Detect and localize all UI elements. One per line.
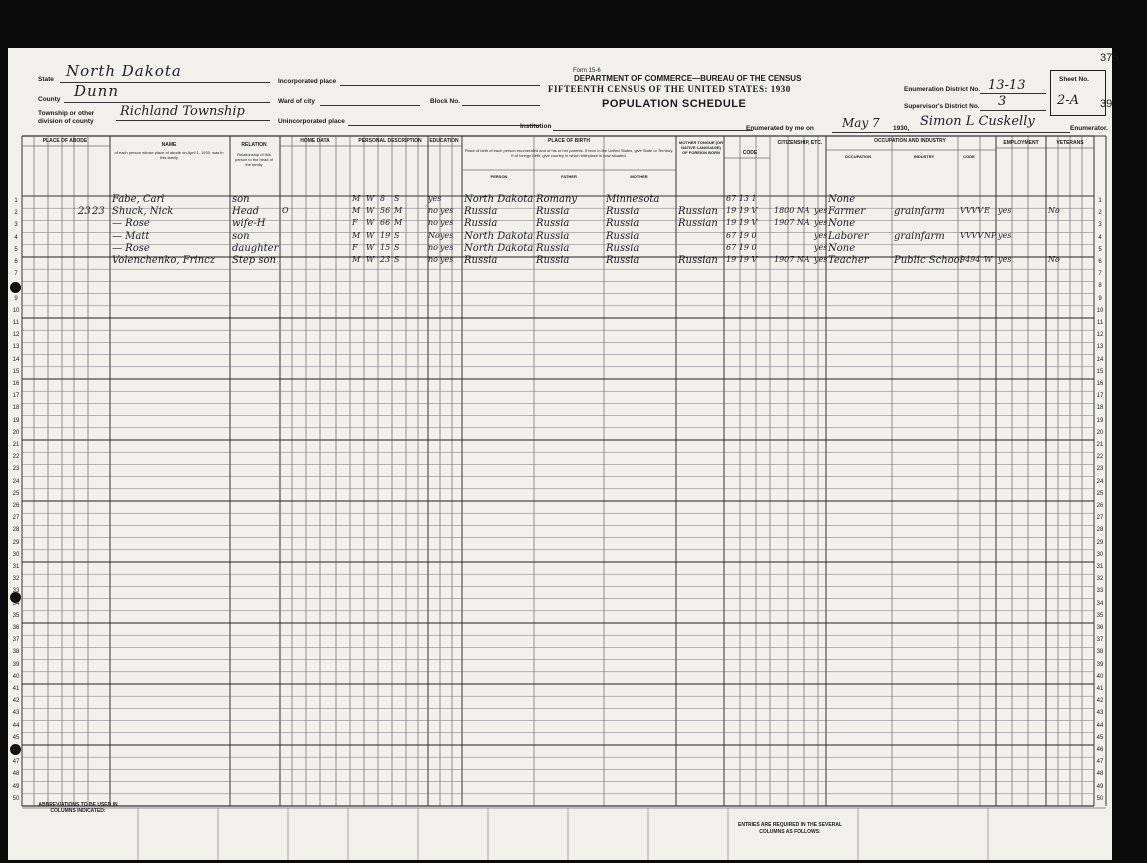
row-2-ind-code: VVVV [960,206,984,216]
row-2-name: Shuck, Nick [112,206,174,218]
line-number-right: 1 [1098,198,1102,204]
line-number-left: 13 [12,344,20,351]
row-6-relation: Step son [232,255,276,266]
state-label: State [38,76,54,83]
enumeration-district-label: Enumeration District No. [904,86,981,93]
row-6-industry: Public School [894,255,963,266]
line-number-right: 34 [1096,600,1104,607]
form-number: Form 15-6 [573,68,601,74]
row-2-birth-mother: Russia [606,206,640,218]
line-number-left: 9 [14,295,18,302]
stamped-number-2: 39 [1100,98,1113,110]
line-number-right: 35 [1096,612,1104,619]
township-value: Richland Township [120,104,245,119]
row-2-home: O [282,206,289,216]
row-4-occupation: Laborer [828,230,869,242]
row-1-sex: M [352,194,361,203]
enumeration-district-value: 13-13 [988,78,1026,93]
occ-code-header: CODE [963,154,975,159]
line-number-left: 33 [12,588,20,595]
line-number-left: 11 [12,320,20,326]
line-number-left: 44 [12,722,20,729]
line-number-left: 1 [14,198,18,204]
row-3-tongue: Russian [678,218,718,230]
row-6-class: W [984,255,993,264]
line-number-right: 9 [1098,295,1102,302]
line-number-left: 35 [12,612,20,619]
line-number-left: 22 [12,454,20,461]
unincorporated-label: Unincorporated place [278,118,345,125]
row-2-read: yes [440,206,454,216]
row-6-read: yes [440,255,454,264]
row-1-race: W [366,194,375,203]
line-number-right: 2 [1098,210,1102,217]
group-personal-description: PERSONAL DESCRIPTION [358,138,422,144]
line-number-right: 42 [1096,698,1104,705]
line-number-right: 14 [1096,356,1104,363]
row-6-birth-person: Russia [464,255,498,266]
line-number-right: 31 [1096,564,1104,570]
line-number-right: 46 [1096,747,1104,753]
row-5-occupation: None [828,242,856,254]
line-number-right: 41 [1096,686,1104,692]
row-6-race: W [366,255,375,264]
row-2-birth-father: Russia [536,206,570,218]
row-2-employed: yes [998,206,1012,216]
row-2-age: 56 [380,206,391,216]
row-3-relation: wife-H [232,218,266,230]
row-5-birth-father: Russia [536,242,570,254]
line-number-right: 22 [1096,454,1104,461]
row-4-english: yes [814,230,828,240]
row-2-citizen: 1800 NA [774,206,810,216]
line-number-left: 4 [14,234,18,241]
line-number-right: 50 [1096,795,1104,802]
schedule-title: POPULATION SCHEDULE [602,98,747,110]
line-number-right: 49 [1096,783,1104,790]
row-4-class: NP [984,230,997,240]
county-label: County [38,96,61,103]
line-number-left: 18 [12,405,20,412]
row-3-marital: M [394,218,403,228]
supervisor-district-value: 3 [998,94,1007,109]
line-number-right: 6 [1098,259,1102,265]
row-4-birth-mother: Russia [606,230,640,242]
group-mother-tongue: MOTHER TONGUE (OR NATIVE LANGUAGE) OF FOREIGN BORN [679,140,723,155]
birth-father-header: FATHER [561,174,577,179]
line-number-left: 14 [12,356,20,363]
group-education: EDUCATION [429,138,459,144]
enumerator-label: Enumerator. [1070,125,1108,132]
census-table-grid [8,48,1112,860]
row-1-code: 67 13 1 [726,194,757,203]
row-3-race: W [366,218,375,228]
row-6-citizen: 1907 NA [774,255,810,264]
line-number-right: 16 [1096,381,1104,387]
line-number-left: 19 [12,417,20,424]
department-title: DEPARTMENT OF COMMERCE—BUREAU OF THE CENSUS [574,74,802,83]
row-5-read: yes [440,242,454,252]
abbreviations-title: ABBREVIATIONS TO BE USED IN COLUMNS INDICATED: [38,802,118,814]
line-number-left: 43 [12,710,20,717]
line-number-right: 40 [1096,673,1104,680]
row-4-ind-code: VVVV [960,230,984,240]
line-number-left: 8 [14,283,18,290]
row-2-school: no [428,206,438,216]
line-number-left: 20 [12,429,20,436]
group-place-of-birth: PLACE OF BIRTH [548,138,590,144]
row-3-code: 19 19 V [726,218,758,228]
row-6-name: Volenchenko, Frincz [112,255,215,266]
census-title: FIFTEENTH CENSUS OF THE UNITED STATES: 1930 [548,84,791,94]
enumerated-date: May 7 [842,116,880,130]
line-number-left: 40 [12,673,20,680]
line-number-left: 12 [12,332,20,339]
line-number-left: 26 [12,503,20,509]
line-number-right: 43 [1096,710,1104,717]
row-1-age: 8 [380,194,386,203]
row-4-name: — Matt [112,230,150,242]
line-number-right: 20 [1096,429,1104,436]
line-number-right: 17 [1096,393,1104,400]
group-home-data: HOME DATA [300,138,330,144]
line-number-right: 27 [1096,515,1104,522]
row-3-birth-father: Russia [536,218,570,230]
line-number-left: 30 [12,551,20,558]
row-5-school: no [428,242,438,252]
row-3-occupation: None [828,218,856,230]
line-number-right: 24 [1096,478,1104,485]
row-3-name: — Rose [112,218,150,230]
row-4-race: W [366,230,375,240]
row-6-code: 19 19 V [726,255,758,264]
line-number-left: 49 [12,783,20,790]
line-number-left: 42 [12,698,20,705]
row-1-birth-mother: Minnesota [606,194,660,205]
group-occupation-industry: OCCUPATION AND INDUSTRY [874,138,946,144]
line-number-left: 36 [12,625,20,631]
row-2-industry: grainfarm [894,206,945,218]
line-number-right: 4 [1098,234,1102,241]
line-number-right: 37 [1096,637,1104,644]
line-number-left: 17 [12,393,20,400]
row-4-employed: yes [998,230,1012,240]
line-number-right: 28 [1096,527,1104,534]
line-number-right: 11 [1096,320,1104,326]
row-4-relation: son [232,230,250,242]
row-5-marital: S [394,242,400,252]
line-number-left: 39 [12,661,20,668]
row-4-read: yes [440,230,454,240]
group-relation: RELATION [241,142,267,148]
row-1-occupation: None [828,194,856,205]
name-description: of each person whose place of abode on April 1, 1930, was in this family [114,150,224,160]
row-2-english: yes [814,206,828,216]
line-number-left: 10 [12,307,20,314]
line-number-right: 18 [1096,405,1104,412]
row-2-tongue: Russian [678,206,718,218]
line-number-left: 28 [12,527,20,534]
row-6-sex: M [352,255,361,264]
line-number-left: 6 [14,259,18,265]
row-6-occupation: Teacher [828,255,869,266]
line-number-right: 44 [1096,722,1104,729]
row-6-birth-mother: Russia [606,255,640,266]
birth-person-header: PERSON [490,174,508,179]
row-2-birth-person: Russia [464,206,498,218]
sheet-number-value: 2-A [1057,93,1080,108]
row-5-birth-mother: Russia [606,242,640,254]
line-number-left: 45 [12,734,20,741]
row-3-sex: F [352,218,358,228]
row-1-marital: S [394,194,400,203]
line-number-left: 7 [14,271,18,278]
row-2-dwelling: 23 [78,206,91,218]
line-number-right: 38 [1096,649,1104,656]
line-number-left: 34 [12,600,20,607]
line-number-right: 5 [1098,246,1102,253]
line-number-right: 47 [1096,759,1104,766]
row-1-birth-person: North Dakota [464,194,534,205]
row-6-marital: S [394,255,400,264]
row-5-age: 15 [380,242,391,252]
group-veterans: VETERANS [1056,140,1084,146]
row-5-code: 67 19 0 [726,242,757,252]
row-4-sex: M [352,230,361,240]
line-number-right: 3 [1098,222,1102,229]
line-number-right: 10 [1096,307,1104,314]
row-3-school: no [428,218,438,228]
row-1-relation: son [232,194,250,205]
line-number-right: 13 [1096,344,1104,351]
row-2-marital: M [394,206,403,216]
row-4-code: 67 19 0 [726,230,757,240]
line-number-left: 31 [12,564,20,570]
line-number-left: 23 [12,466,20,473]
line-number-left: 46 [12,747,20,753]
line-number-right: 32 [1096,576,1104,583]
ward-label: Ward of city [278,98,315,105]
line-number-left: 37 [12,637,20,644]
line-number-left: 21 [12,442,20,448]
row-6-english: yes [814,255,828,264]
institution-label: Institution [520,123,552,130]
row-6-tongue: Russian [678,255,718,266]
row-3-birth-person: Russia [464,218,498,230]
township-label: Township or other division of county [38,110,95,125]
row-5-race: W [366,242,375,252]
birth-mother-header: MOTHER [630,174,648,179]
entries-required-title: ENTRIES ARE REQUIRED IN THE SEVERAL COLUMNS AS FOLLOWS: [738,822,842,835]
line-number-right: 39 [1096,661,1104,668]
line-number-left: 15 [12,368,20,375]
line-number-right: 30 [1096,551,1104,558]
line-number-right: 23 [1096,466,1104,473]
row-4-marital: S [394,230,400,240]
row-3-birth-mother: Russia [606,218,640,230]
row-5-name: — Rose [112,242,150,254]
row-3-read: yes [440,218,454,228]
row-1-school: yes [428,194,442,203]
group-citizenship: CITIZENSHIP, ETC. [777,140,823,146]
line-number-left: 5 [14,246,18,253]
stamped-number: 375 [1100,52,1119,64]
group-place-of-abode: PLACE OF ABODE [42,138,88,144]
incorporated-label: Incorporated place [278,78,337,85]
line-number-right: 33 [1096,588,1104,595]
industry-header: INDUSTRY [913,154,935,159]
census-sheet [8,48,1119,860]
row-2-sex: M [352,206,361,216]
row-5-sex: F [352,242,358,252]
line-number-left: 27 [12,515,20,522]
line-number-right: 48 [1096,771,1104,778]
row-6-age: 23 [380,255,391,264]
group-code: CODE [742,150,758,156]
row-6-school: no [428,255,438,264]
row-3-age: 66 [380,218,391,228]
line-number-left: 50 [12,795,20,802]
row-6-birth-father: Russia [536,255,570,266]
line-number-right: 8 [1098,283,1102,290]
row-2-veteran: No [1048,206,1060,216]
row-2-family: 23 [92,206,105,218]
line-number-left: 48 [12,771,20,778]
line-number-left: 41 [12,686,20,692]
row-2-race: W [366,206,375,216]
census-year: 1930, [893,125,910,132]
row-4-school: No [428,230,440,240]
line-number-right: 15 [1096,368,1104,375]
line-number-left: 3 [14,222,18,229]
row-4-industry: grainfarm [894,230,945,242]
line-number-left: 2 [14,210,18,217]
sheet-number-label: Sheet No. [1059,76,1089,83]
row-6-employed: yes [998,255,1012,264]
line-number-left: 25 [12,490,20,497]
line-number-right: 45 [1096,734,1104,741]
block-label: Block No. [430,98,460,105]
line-number-right: 21 [1096,442,1104,448]
line-number-right: 7 [1098,271,1102,278]
row-5-birth-person: North Dakota [464,242,534,254]
line-number-left: 47 [12,759,20,766]
line-number-right: 29 [1096,539,1104,546]
row-2-class: E [984,206,990,216]
row-2-occupation: Farmer [828,206,866,218]
occupation-header: OCCUPATION [844,154,872,159]
line-number-left: 38 [12,649,20,656]
line-number-right: 12 [1096,332,1104,339]
birth-description: Place of birth of each person enumerated and of his or her parents. If born in the United States, give State or Territory. If of foreign birth, give country in which birthplace is now situated. [464,148,674,158]
state-value: North Dakota [66,62,182,80]
enumerator-name: Simon L Cuskelly [920,114,1035,129]
line-number-right: 36 [1096,625,1104,631]
row-2-relation: Head [232,206,260,218]
row-5-relation: daughter [232,242,279,254]
row-6-veteran: No [1048,255,1060,264]
row-5-english: yes [814,242,828,252]
enumerated-label: Enumerated by me on [746,125,814,132]
row-3-citizen: 1907 NA [774,218,810,228]
row-1-name: Fabe, Carl [112,194,165,205]
line-number-right: 26 [1096,503,1104,509]
line-number-right: 19 [1096,417,1104,424]
row-4-birth-person: North Dakota [464,230,534,242]
line-number-left: 24 [12,478,20,485]
supervisor-district-label: Supervisor's District No. [904,103,980,110]
row-6-ind-code: 9494 [960,255,981,264]
row-3-english: yes [814,218,828,228]
row-1-birth-father: Romany [536,194,578,205]
line-number-left: 32 [12,576,20,583]
group-name: NAME [161,142,177,148]
row-2-code: 19 19 V [726,206,758,216]
line-number-left: 29 [12,539,20,546]
group-employment: EMPLOYMENT [1003,140,1039,146]
county-value: Dunn [74,82,120,100]
line-number-left: 16 [12,381,20,387]
row-4-age: 19 [380,230,391,240]
relation-description: Relationship of this person to the head of the family [235,152,273,167]
line-number-right: 25 [1096,490,1104,497]
row-4-birth-father: Russia [536,230,570,242]
